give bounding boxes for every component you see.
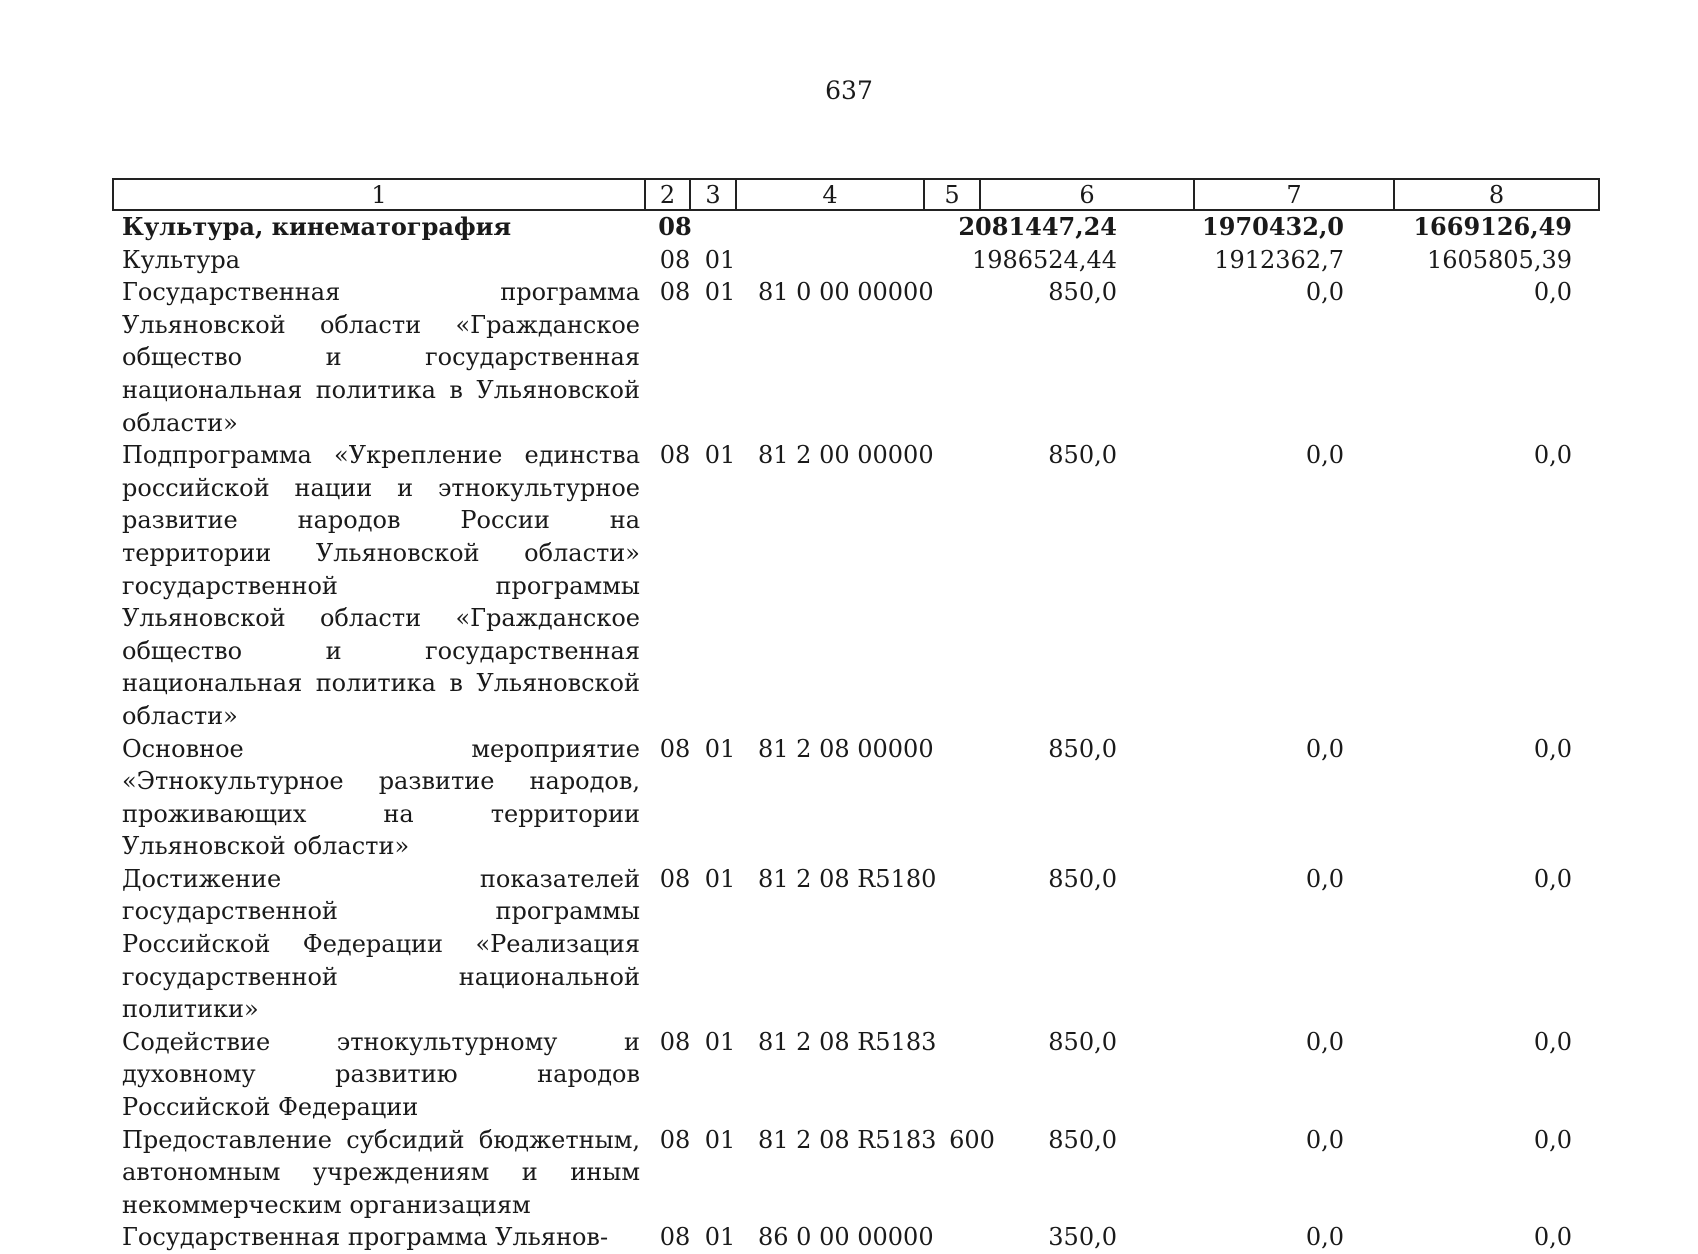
row-amount-col6: 1986524,44: [971, 245, 1117, 274]
row-amount-col8: 1605805,39: [1426, 245, 1572, 274]
row-amount-col8: 0,0: [1533, 441, 1572, 470]
row-description: Достижение показателей государственной программы Российской Федерации «Реализация государственной национальной политики»: [122, 864, 640, 1024]
row-amount-col7: 0,0: [1305, 441, 1344, 470]
row-description: Предоставление субсидий бюджетным, автономным учреждениям и иным некоммерческим организациям: [122, 1125, 640, 1219]
row-amount-col8: 0,0: [1533, 1223, 1572, 1252]
header-col-3: 3: [689, 180, 735, 209]
row-description: Культура: [122, 245, 241, 274]
row-amount-col6: 850,0: [1048, 864, 1117, 893]
table-row: [112, 733, 1600, 863]
row-subsection-code: 01: [704, 245, 736, 274]
header-col-8: 8: [1393, 180, 1598, 209]
row-description: Культура, кинематография: [122, 212, 512, 241]
row-amount-col6: 350,0: [1048, 1223, 1117, 1252]
row-amount-col7: 1912362,7: [1214, 245, 1344, 274]
budget-table: [112, 178, 1600, 1254]
row-description: Основное мероприятие «Этнокультурное развитие народов, проживающих на территории Ульяновской области»: [122, 734, 640, 861]
row-subsection-code: 01: [704, 1125, 736, 1154]
header-col-4: 4: [735, 180, 923, 209]
row-description: Содействие этнокультурному и духовному развитию народов Российской Федерации: [122, 1027, 640, 1122]
row-amount-col8: 0,0: [1533, 864, 1572, 893]
row-target-article: 81 2 08 00000: [758, 734, 934, 763]
header-col-6: 6: [979, 180, 1193, 209]
header-col-1: 1: [371, 181, 387, 209]
table-row: [112, 276, 1600, 439]
table-row: [112, 1124, 1600, 1222]
page-number: 637: [825, 76, 873, 105]
table-row: [112, 244, 1600, 277]
table-body: [112, 211, 1600, 1254]
row-amount-col6: 850,0: [1048, 1027, 1117, 1056]
row-section-code: 08: [659, 1027, 691, 1056]
row-target-article: 81 2 00 00000: [758, 441, 934, 470]
row-section-code: 08: [659, 734, 691, 763]
row-target-article: 81 2 08 R5180: [758, 864, 937, 893]
row-amount-col6: 2081447,24: [958, 212, 1117, 241]
row-amount-col7: 1970432,0: [1202, 212, 1344, 241]
row-amount-col8: 0,0: [1533, 1027, 1572, 1056]
table-row: [112, 1221, 1600, 1254]
row-target-article: 81 2 08 R5183: [758, 1125, 937, 1154]
row-amount-col7: 0,0: [1305, 734, 1344, 763]
row-section-code: 08: [659, 441, 691, 470]
row-section-code: 08: [659, 278, 691, 307]
row-amount-col7: 0,0: [1305, 1027, 1344, 1056]
header-col-5: 5: [923, 180, 979, 209]
row-amount-col8: 0,0: [1533, 734, 1572, 763]
header-col-7: 7: [1193, 180, 1393, 209]
row-expense-type: 600: [949, 1125, 995, 1154]
row-amount-col8: 0,0: [1533, 1125, 1572, 1154]
row-subsection-code: 01: [704, 278, 736, 307]
row-subsection-code: 01: [704, 1223, 736, 1252]
row-amount-col8: 1669126,49: [1413, 212, 1572, 241]
row-amount-col7: 0,0: [1305, 1125, 1344, 1154]
row-description: Государственная программа Ульянов-: [122, 1223, 609, 1252]
row-subsection-code: 01: [704, 441, 736, 470]
row-target-article: 81 2 08 R5183: [758, 1027, 937, 1056]
row-amount-col6: 850,0: [1048, 1125, 1117, 1154]
row-subsection-code: 01: [704, 734, 736, 763]
row-section-code: 08: [658, 212, 692, 241]
table-row: [112, 211, 1600, 244]
row-amount-col8: 0,0: [1533, 278, 1572, 307]
row-section-code: 08: [659, 245, 691, 274]
row-section-code: 08: [659, 1125, 691, 1154]
row-description: Подпрограмма «Укрепление единства российской нации и этнокультурное развитие народов России на территории Ульяновской области» государственной программы Ульяновской области «Гражданское общество и государственная национальная политика в Ульяновской области»: [122, 441, 640, 730]
table-row: [112, 439, 1600, 732]
row-amount-col7: 0,0: [1305, 864, 1344, 893]
row-subsection-code: 01: [704, 1027, 736, 1056]
row-amount-col6: 850,0: [1048, 734, 1117, 763]
row-description: Государственная программа Ульяновской области «Гражданское общество и государственная национальная политика в Ульяновской области»: [122, 278, 640, 437]
table-row: [112, 863, 1600, 1026]
header-col-2: 2: [644, 180, 689, 209]
row-subsection-code: 01: [704, 864, 736, 893]
table-header-row: [112, 178, 1600, 211]
row-amount-col7: 0,0: [1305, 1223, 1344, 1252]
row-target-article: 86 0 00 00000: [758, 1223, 934, 1252]
row-target-article: 81 0 00 00000: [758, 278, 934, 307]
row-amount-col6: 850,0: [1048, 278, 1117, 307]
row-amount-col7: 0,0: [1305, 278, 1344, 307]
row-section-code: 08: [659, 864, 691, 893]
row-section-code: 08: [659, 1223, 691, 1252]
row-amount-col6: 850,0: [1048, 441, 1117, 470]
table-row: [112, 1026, 1600, 1124]
